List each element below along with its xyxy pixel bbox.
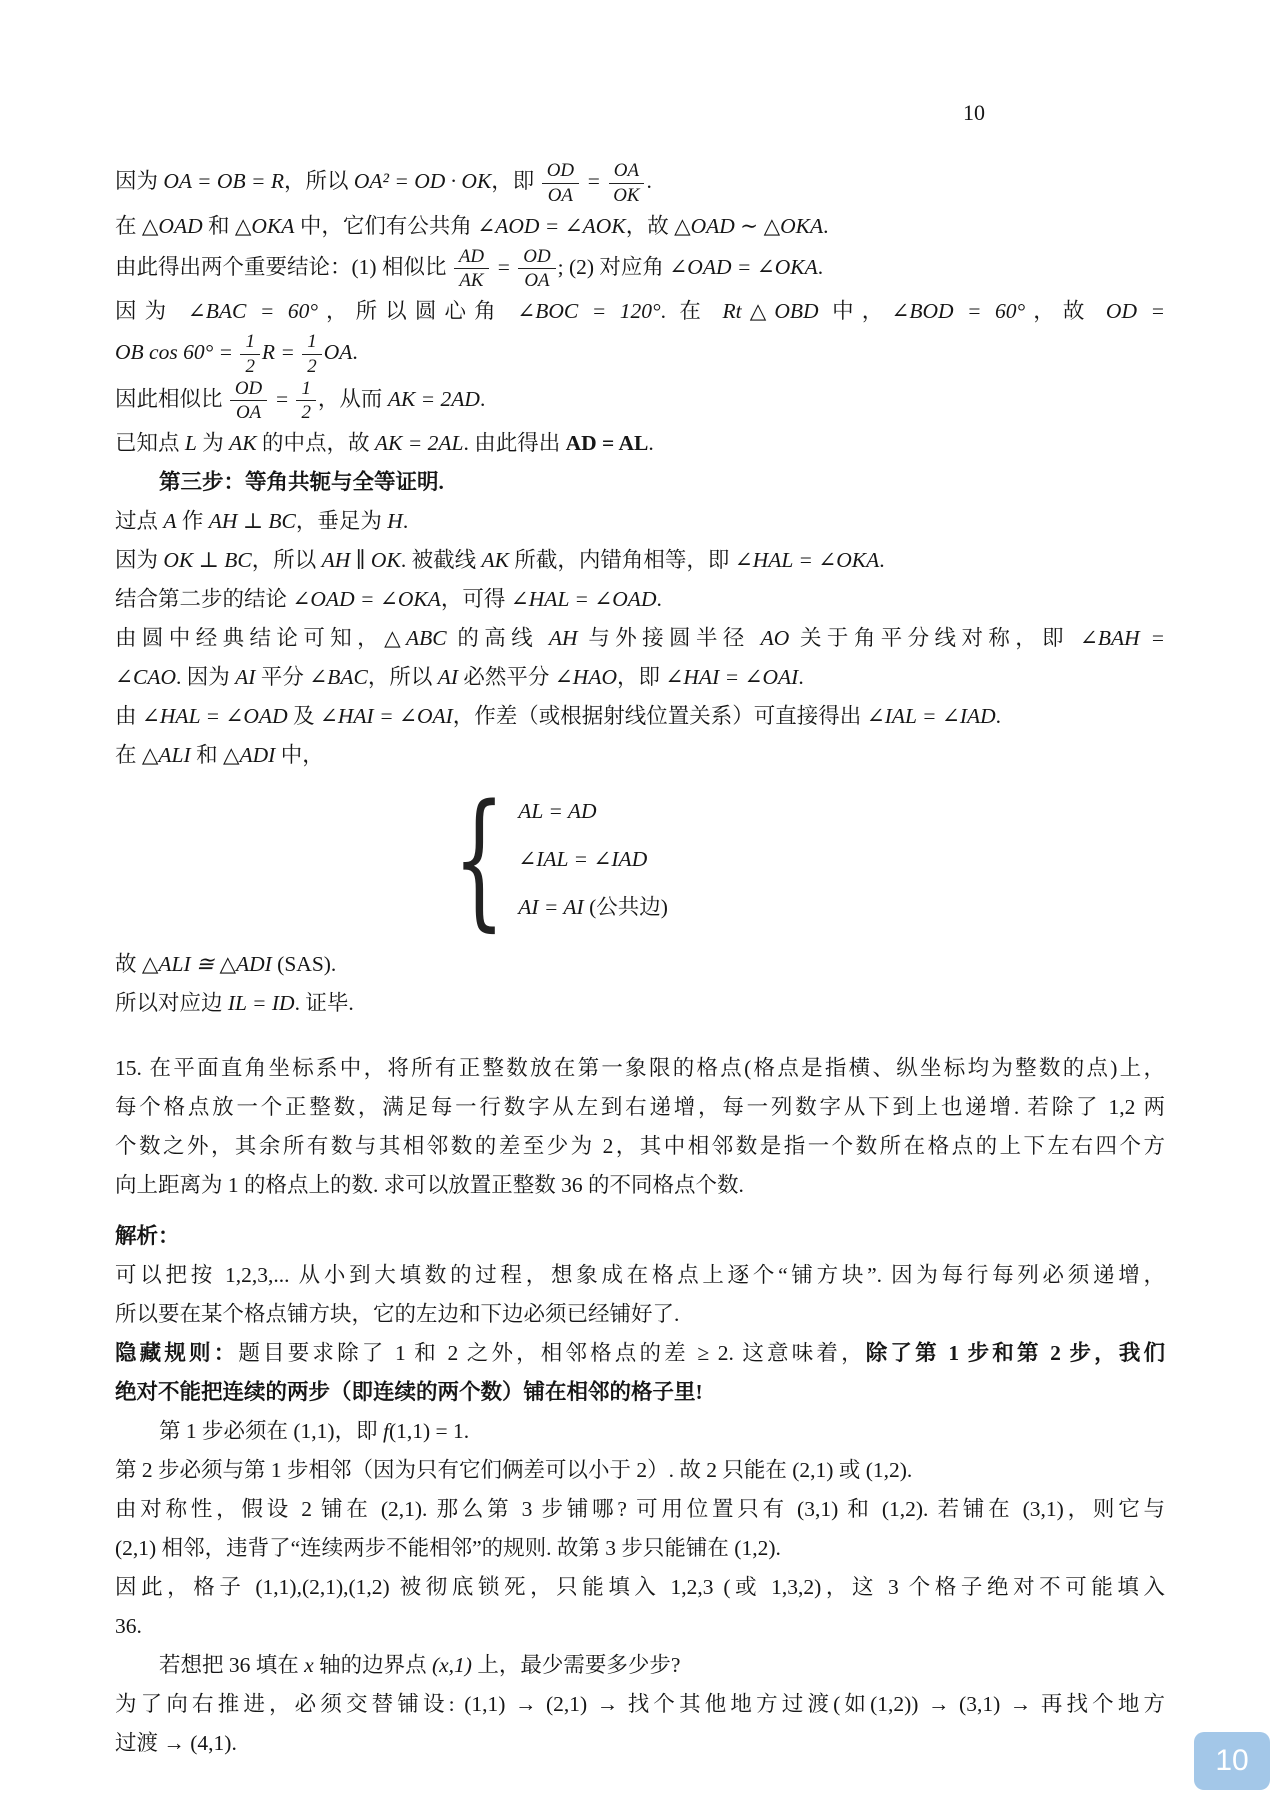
math-segment: ∠HAL = ∠OAD <box>141 704 288 728</box>
text-segment: 因此相似比 <box>115 386 228 411</box>
text-segment: 中， <box>818 299 892 323</box>
math-segment: AH <box>548 626 578 650</box>
text-segment: 由此得出两个重要结论：(1) 相似比 <box>115 254 452 279</box>
text-line <box>115 160 1165 207</box>
math-segment: AH ⊥ BC <box>208 509 296 533</box>
text-segment: . <box>479 386 486 411</box>
bold-text-segment: 第三步：等角共轭与全等证明. <box>159 470 444 494</box>
math-segment: OA <box>323 340 353 365</box>
fraction <box>240 331 259 378</box>
text-segment: ，所以 <box>367 665 438 689</box>
math-segment: AI <box>437 665 459 689</box>
math-segment: ∠BOC = 120° <box>517 299 661 323</box>
text-line <box>115 1568 1165 1607</box>
math-segment: x <box>304 1653 314 1677</box>
math-segment: OA² = OD · OK <box>353 169 492 194</box>
text-line <box>115 1490 1165 1529</box>
text-line <box>115 1607 1165 1646</box>
text-segment: ，可得 <box>440 587 511 611</box>
fraction <box>230 378 267 425</box>
text-segment: 可以把按 1,2,3,... 从小到大填数的过程，想象成在格点上逐个“铺方块”. 因为每行每列必须递增， <box>115 1263 1165 1287</box>
text-line <box>115 1412 1165 1451</box>
content <box>115 160 1165 1763</box>
math-segment: △ABC <box>384 626 447 650</box>
math-segment: AH ∥ OK <box>321 548 401 572</box>
text-segment: . <box>798 665 804 689</box>
text-segment: . <box>995 704 1002 728</box>
fraction <box>296 378 315 425</box>
math-segment: ∠OAD = ∠OKA <box>292 587 441 611</box>
text-line <box>115 424 1165 463</box>
fraction-denominator: OA <box>524 270 550 292</box>
math-segment: f <box>382 1419 389 1443</box>
text-segment: 为 <box>196 431 230 455</box>
text-line <box>115 736 1165 775</box>
bold-text-segment: AD = AL <box>565 431 649 455</box>
left-brace-glyph: { <box>453 773 506 945</box>
text-line <box>115 502 1165 541</box>
text-segment: 过渡 → (4,1). <box>115 1731 237 1755</box>
text-segment: ，所以 <box>251 548 322 572</box>
fraction <box>608 160 644 207</box>
text-segment: 题目要求除了 1 和 2 之外，相邻格点的差 ≥ 2. 这意味着， <box>238 1341 866 1365</box>
text-line <box>115 1373 1165 1412</box>
text-segment: (SAS). <box>271 952 337 976</box>
text-segment: ，作差（或根据射线位置关系）可直接得出 <box>452 704 867 728</box>
text-segment: 由 <box>115 704 142 728</box>
math-segment: ∠HAL = ∠OKA <box>734 548 880 572</box>
text-segment: 因为 <box>115 169 164 194</box>
bold-text-segment: 隐藏规则： <box>115 1341 239 1365</box>
math-segment: ∠BAC = 60° <box>187 299 318 323</box>
math-segment: △ALI ≅ △ADI <box>141 952 272 976</box>
math-segment: = <box>491 254 517 279</box>
text-segment: 每个格点放一个正整数，满足每一行数字从左到右递增，每一列数字从下到上也递增. 若除了 1,2 两 <box>115 1095 1165 1119</box>
text-line <box>115 1685 1165 1724</box>
text-segment: 中， <box>275 743 324 767</box>
text-line <box>115 1724 1165 1763</box>
text-segment: . <box>879 548 885 572</box>
text-segment: ，即 <box>491 169 540 194</box>
math-segment: L <box>184 431 197 455</box>
text-line <box>115 1646 1165 1685</box>
text-segment: . <box>352 340 358 365</box>
text-segment: 平分 <box>255 665 310 689</box>
fraction <box>542 160 579 207</box>
math-segment: H <box>387 509 403 533</box>
equation-row <box>518 839 668 879</box>
math-segment: ∠BAH = <box>1079 626 1165 650</box>
text-segment: ，所以 <box>283 169 354 194</box>
text-line <box>115 580 1165 619</box>
text-line <box>115 541 1165 580</box>
math-segment: A <box>163 509 177 533</box>
text-segment: 轴的边界点 <box>313 1653 432 1677</box>
math-segment: = <box>269 386 295 411</box>
text-segment: . 被截线 <box>400 548 482 572</box>
text-segment: ，垂足为 <box>295 509 388 533</box>
math-segment: OA = OB = R <box>163 169 284 194</box>
math-segment: ∠BOD = 60° <box>891 299 1026 323</box>
math-segment: ∠IAL = ∠IAD <box>518 847 648 871</box>
text-segment: ，即 <box>617 665 666 689</box>
fraction-numerator: OD <box>542 160 579 184</box>
math-segment: AK = 2AD <box>387 386 480 411</box>
text-segment: 结合第二步的结论 <box>115 587 293 611</box>
text-segment: 个数之外，其余所有数与其相邻数的差至少为 2，其中相邻数是指一个数所在格点的上下左右四个方 <box>115 1134 1165 1158</box>
fraction-denominator: 2 <box>307 355 317 377</box>
text-segment: . 因为 <box>176 665 236 689</box>
text-line <box>115 945 1165 984</box>
text-segment: 已知点 <box>115 431 185 455</box>
text-segment: . <box>823 213 829 238</box>
text-segment: . <box>402 509 409 533</box>
fraction-numerator: OD <box>230 378 267 402</box>
vertical-gap <box>115 1205 1165 1217</box>
math-segment: AK <box>229 431 257 455</box>
equation-system <box>115 773 1165 945</box>
text-line <box>115 1049 1165 1088</box>
bold-text-segment: 解析： <box>115 1224 180 1248</box>
text-segment: 作 <box>176 509 209 533</box>
math-segment: △OAD ∼ △OKA <box>674 213 824 238</box>
fraction <box>518 246 555 293</box>
text-line <box>115 1217 1165 1256</box>
text-segment: 为了向右推进，必须交替铺设: (1,1) → (2,1) → 找个其他地方过渡(如(1,2)) → (3,1) → 再找个地方 <box>115 1692 1165 1716</box>
math-segment: ∠HAI = ∠OAI <box>665 665 799 689</box>
math-segment: ∠CAO <box>115 665 177 689</box>
text-segment: (2,1) 相邻，违背了“连续两步不能相邻”的规则. 故第 3 步只能铺在 (1,2). <box>115 1536 781 1560</box>
text-segment: 第 1 步必须在 (1,1)，即 <box>159 1419 383 1443</box>
math-segment: △ALI <box>141 743 191 767</box>
math-segment: ∠HAI = ∠OAI <box>319 704 453 728</box>
text-segment: 所以对应边 <box>115 991 228 1015</box>
text-line <box>115 984 1165 1023</box>
bold-text-segment: 除了第 1 步和第 2 步，我们 <box>865 1341 1165 1365</box>
text-line <box>115 1088 1165 1127</box>
page-badge-label: 10 <box>1215 1744 1249 1777</box>
fraction-numerator: AD <box>454 246 489 270</box>
math-segment: IL = ID <box>227 991 295 1015</box>
text-segment: 因为 <box>115 548 164 572</box>
math-segment: △OAD <box>141 213 203 238</box>
text-segment: ; (2) 对应角 <box>557 254 670 279</box>
math-segment: ∠IAL = ∠IAD <box>866 704 996 728</box>
text-segment: . <box>817 254 824 279</box>
math-segment: R = <box>261 340 301 365</box>
math-segment: AK <box>481 548 509 572</box>
text-segment: ，从而 <box>317 386 388 411</box>
text-segment: 15. 在平面直角坐标系中，将所有正整数放在第一象限的格点(格点是指横、纵坐标均为整数的点)上， <box>115 1056 1165 1080</box>
math-segment: ∠HAL = ∠OAD <box>510 587 657 611</box>
fraction-denominator: OK <box>613 184 640 206</box>
math-segment: ∠AOD = ∠AOK <box>477 213 626 238</box>
fraction <box>302 331 321 378</box>
text-segment: ，故 <box>1025 299 1106 323</box>
vertical-gap <box>115 1023 1165 1049</box>
math-segment: OB cos 60° = <box>115 340 239 365</box>
text-segment: . 在 <box>660 299 723 323</box>
fraction-denominator: 2 <box>245 355 255 377</box>
math-segment: AI <box>235 665 256 689</box>
page-badge <box>1194 1732 1270 1790</box>
page-number: 10 <box>963 100 985 125</box>
fraction-numerator: OD <box>518 246 555 270</box>
text-segment: 与外接圆半径 <box>577 626 761 650</box>
text-segment: 在 <box>115 743 142 767</box>
text-line <box>115 658 1165 697</box>
math-segment: Rt△OBD <box>722 299 819 323</box>
text-segment: 在 <box>115 213 142 238</box>
fraction-numerator: 1 <box>296 378 315 402</box>
text-line <box>115 1334 1165 1373</box>
text-segment: ，所以圆心角 <box>317 299 518 323</box>
math-segment: (x,1) <box>431 1653 472 1677</box>
text-segment: 必然平分 <box>458 665 555 689</box>
text-segment: 上，最少需要多少步? <box>471 1653 681 1677</box>
text-segment: 若想把 36 填在 <box>159 1653 305 1677</box>
text-line <box>115 292 1165 331</box>
text-segment: 及 <box>287 704 320 728</box>
math-segment: AO <box>760 626 790 650</box>
text-segment: . <box>656 587 662 611</box>
text-segment: 所以要在某个格点铺方块，它的左边和下边必须已经铺好了. <box>115 1302 680 1326</box>
text-segment: 第 2 步必须与第 1 步相邻（因为只有它们俩差可以小于 2）. 故 2 只能在 (2,1) 或 (1,2). <box>115 1458 913 1482</box>
text-segment: 和 <box>190 743 223 767</box>
text-segment: 和 <box>202 213 235 238</box>
text-segment: 的中点，故 <box>256 431 375 455</box>
text-segment: 的高线 <box>446 626 549 650</box>
text-line <box>115 697 1165 736</box>
text-segment: . <box>648 431 654 455</box>
fraction-denominator: 2 <box>301 402 311 424</box>
text-line <box>115 207 1165 246</box>
text-line <box>115 1295 1165 1334</box>
text-line <box>115 378 1165 425</box>
text-line <box>115 246 1165 293</box>
text-line <box>115 1256 1165 1295</box>
math-segment: OD = <box>1105 299 1165 323</box>
text-segment: ，故 <box>625 213 675 238</box>
math-segment: AL = AD <box>518 799 597 823</box>
math-segment: △OKA <box>234 213 295 238</box>
math-segment: = <box>581 169 607 194</box>
text-segment: 故 <box>115 952 142 976</box>
fraction-denominator: OA <box>235 402 262 424</box>
bold-text-segment: 绝对不能把连续的两步（即连续的两个数）铺在相邻的格子里! <box>115 1380 703 1404</box>
math-segment: AK = 2AL <box>374 431 464 455</box>
text-segment: 36. <box>115 1614 142 1638</box>
text-segment: 由对称性，假设 2 铺在 (2,1). 那么第 3 步铺哪? 可用位置只有 (3,1) 和 (1,2). 若铺在 (3,1)，则它与 <box>115 1497 1165 1521</box>
fraction-numerator: 1 <box>240 331 259 355</box>
text-segment: 所截，内错角相等，即 <box>508 548 735 572</box>
text-line <box>115 1127 1165 1166</box>
text-segment: . 证毕. <box>294 991 354 1015</box>
text-segment: 关于角平分线对称，即 <box>789 626 1080 650</box>
text-segment: 向上距离为 1 的格点上的数. 求可以放置正整数 36 的不同格点个数. <box>115 1173 744 1197</box>
math-segment: OK ⊥ BC <box>163 548 252 572</box>
fraction-denominator: AK <box>459 270 484 292</box>
equation-row <box>518 887 668 927</box>
math-segment: △ADI <box>222 743 276 767</box>
text-line <box>115 331 1165 378</box>
text-segment: 因此，格子 (1,1),(2,1),(1,2) 被彻底锁死，只能填入 1,2,3 (或 1,3,2)，这 3 个格子绝对不可能填入 <box>115 1575 1165 1599</box>
text-line <box>115 1451 1165 1490</box>
text-segment: . <box>646 169 652 194</box>
text-line <box>115 463 1165 502</box>
text-segment: . 由此得出 <box>463 431 566 455</box>
text-line <box>115 1166 1165 1205</box>
fraction-numerator: 1 <box>302 331 321 355</box>
text-segment: 由圆中经典结论可知， <box>115 626 385 650</box>
text-segment: 因为 <box>115 299 188 323</box>
text-segment: 过点 <box>115 509 164 533</box>
text-line <box>115 619 1165 658</box>
math-segment: ∠BAC <box>309 665 368 689</box>
text-segment: (公共边) <box>583 895 668 919</box>
equation-row <box>518 791 668 831</box>
text-line <box>115 1529 1165 1568</box>
math-segment: ∠OAD = ∠OKA <box>669 254 818 279</box>
text-segment: 中，它们有公共角 <box>294 213 478 238</box>
text-segment: (1,1) = 1. <box>388 1419 470 1443</box>
math-segment: AI = AI <box>518 895 584 919</box>
fraction-numerator: OA <box>609 160 644 184</box>
fraction-denominator: OA <box>547 184 573 206</box>
fraction <box>454 246 489 293</box>
equation-rows <box>518 791 668 927</box>
math-segment: ∠HAO <box>554 665 617 689</box>
